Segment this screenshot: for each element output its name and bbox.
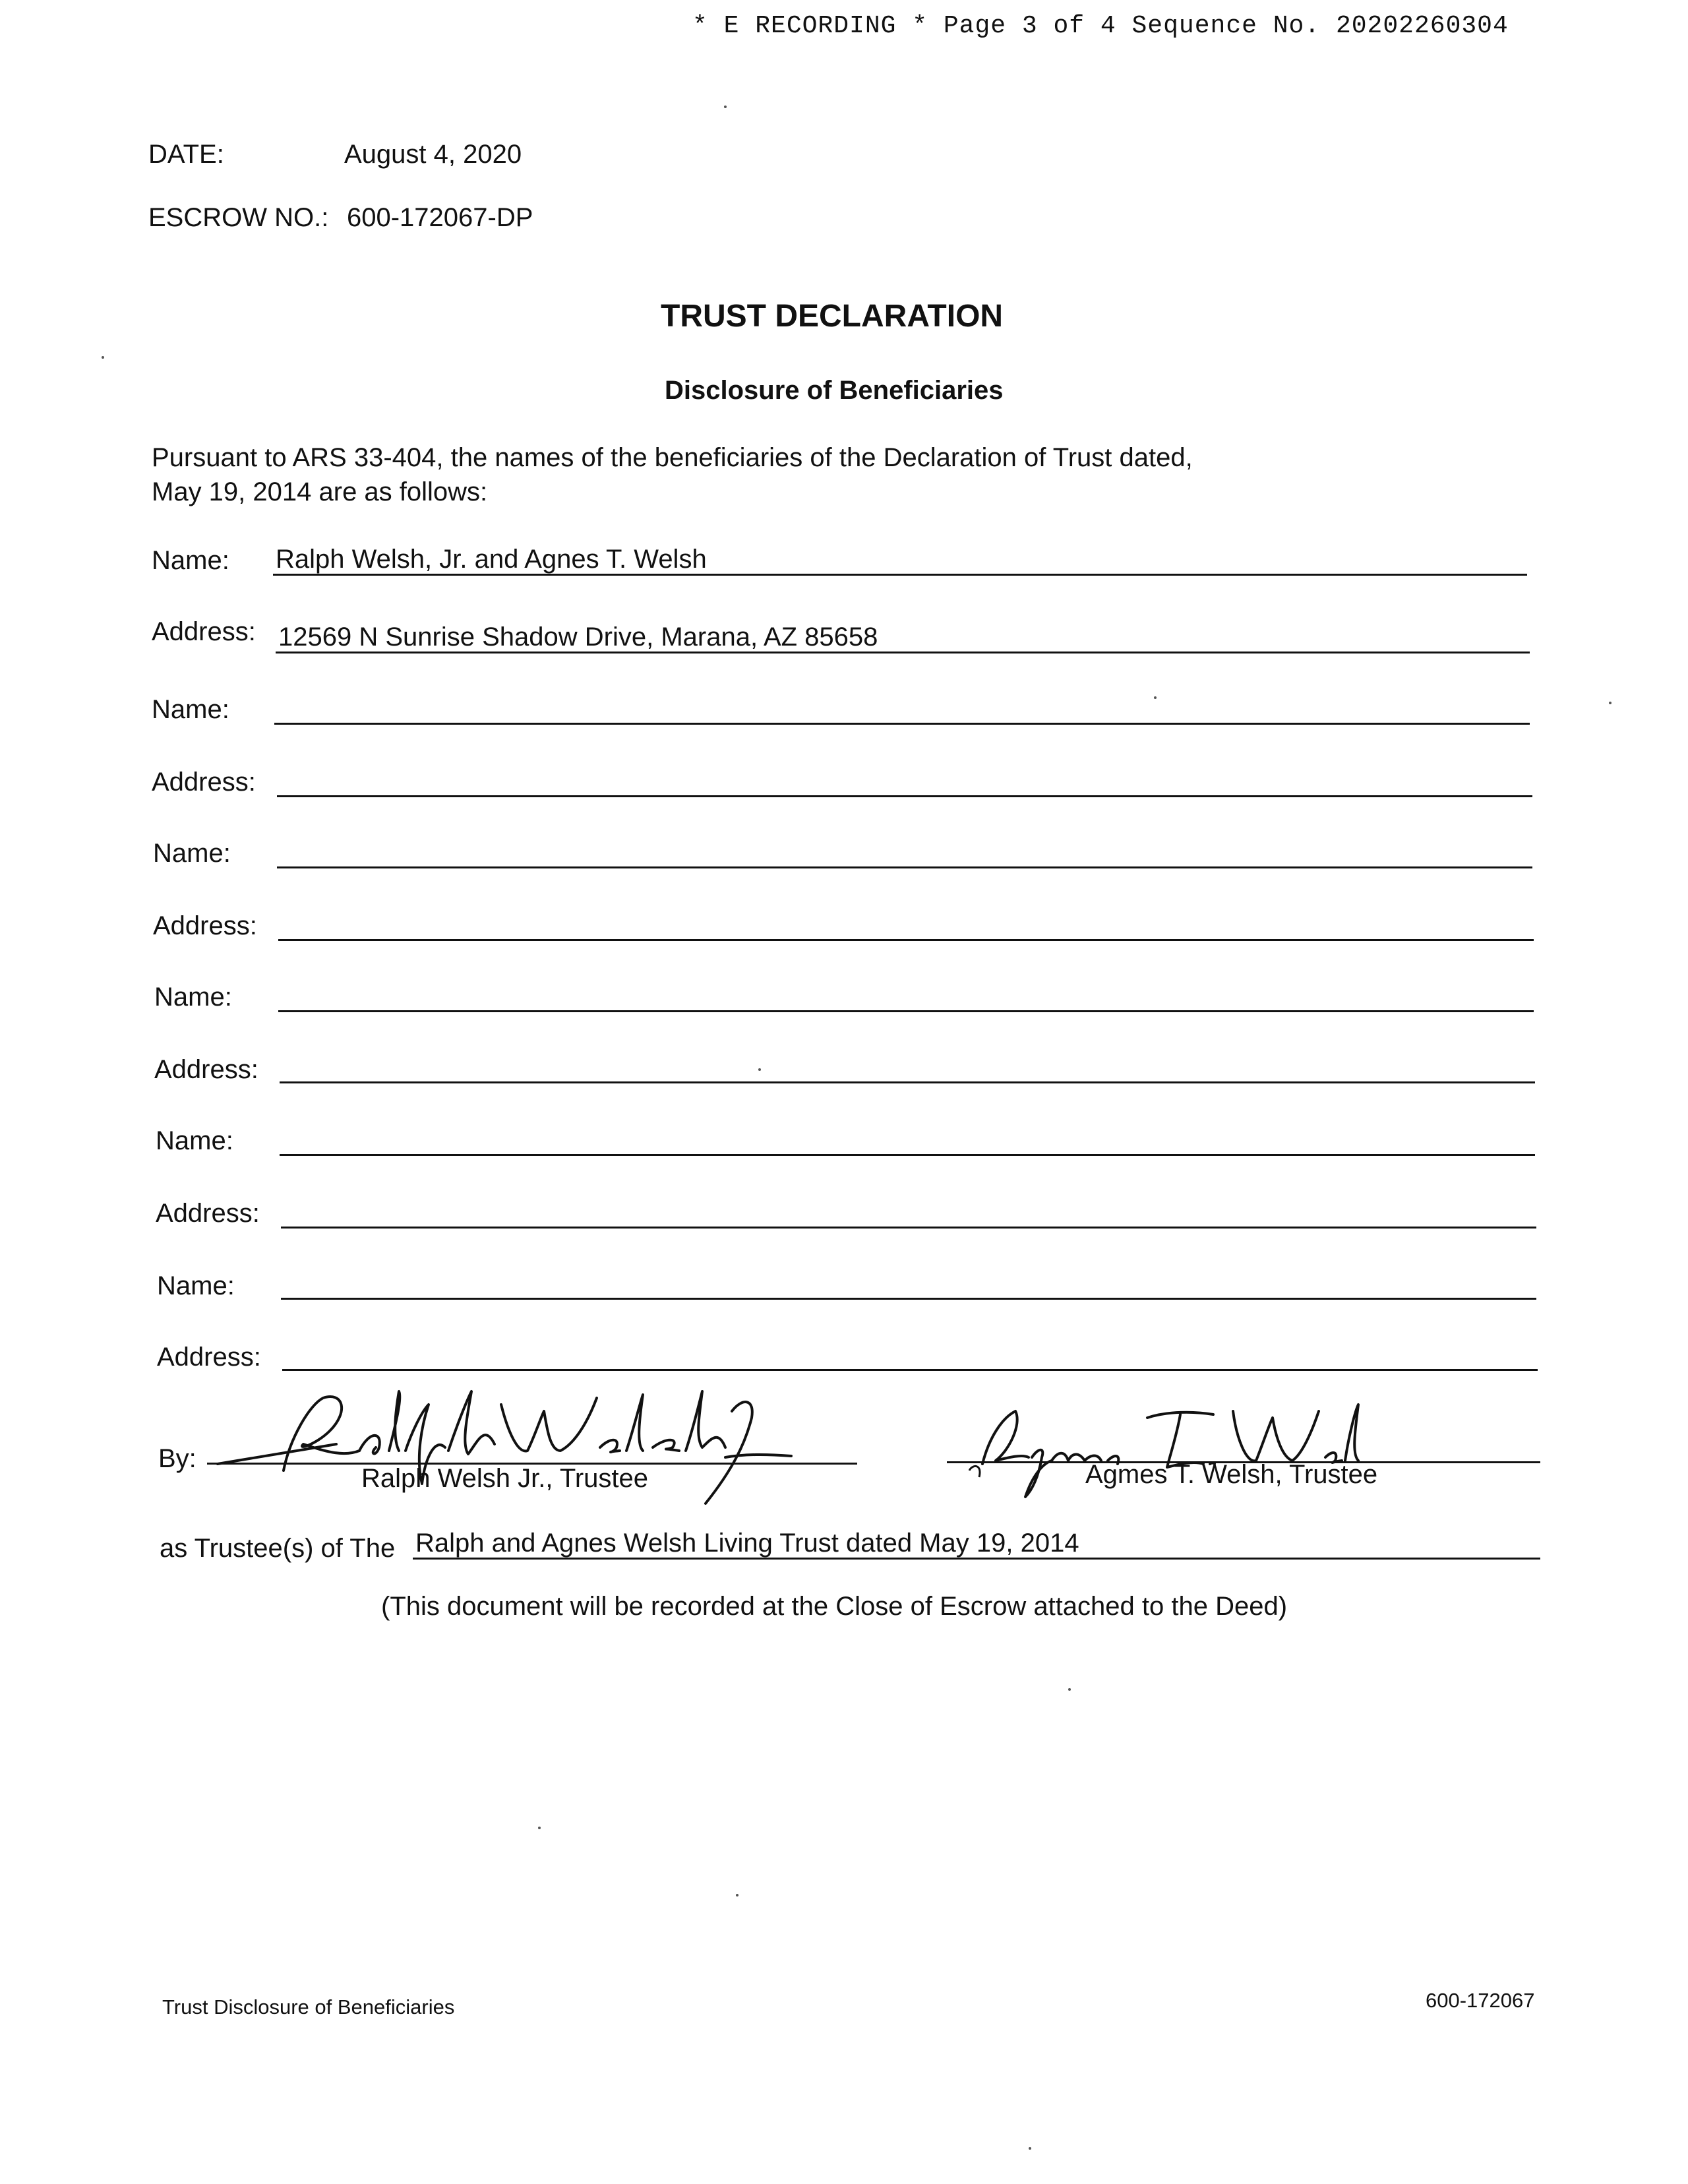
field-label-address-6: Address: <box>157 1343 261 1372</box>
field-label-name-2: Name: <box>152 695 229 724</box>
field-line <box>278 939 1534 941</box>
field-line <box>274 723 1530 725</box>
scan-speck <box>1068 1688 1071 1691</box>
field-line <box>277 795 1532 797</box>
field-line <box>282 1369 1538 1371</box>
scan-speck <box>102 356 104 359</box>
field-value-name-1[interactable]: Ralph Welsh, Jr. and Agnes T. Welsh <box>276 545 707 574</box>
field-label-address-1: Address: <box>152 617 256 646</box>
field-label-address-5: Address: <box>156 1199 260 1228</box>
field-line <box>277 866 1532 868</box>
scan-speck <box>724 106 727 108</box>
field-label-address-4: Address: <box>154 1055 258 1084</box>
document-subtitle: Disclosure of Beneficiaries <box>665 376 1004 405</box>
trustee1-caption: Ralph Welsh Jr., Trustee <box>361 1464 648 1493</box>
recording-note: (This document will be recorded at the Close of Escrow attached to the Deed) <box>381 1592 1288 1621</box>
escrow-label: ESCROW NO.: <box>148 203 329 232</box>
recording-header: * E RECORDING * Page 3 of 4 Sequence No. 20202260304 <box>692 12 1509 40</box>
escrow-value: 600-172067-DP <box>347 203 533 232</box>
scan-speck <box>1029 2147 1031 2150</box>
scan-speck <box>736 1894 738 1896</box>
trustee2-caption: Agmes T. Welsh, Trustee <box>1085 1460 1378 1489</box>
intro-line-1: Pursuant to ARS 33-404, the names of the beneficiaries of the Declaration of Trust dated, <box>152 443 1193 472</box>
date-label: DATE: <box>148 140 224 169</box>
document-title: TRUST DECLARATION <box>661 299 1004 334</box>
intro-line-2: May 19, 2014 are as follows: <box>152 477 488 506</box>
trust-line-label: as Trustee(s) of The <box>160 1534 396 1563</box>
signature-ralph-welsh <box>218 1385 864 1523</box>
footer-right: 600-172067 <box>1426 1989 1535 2012</box>
field-label-address-2: Address: <box>152 768 256 797</box>
field-label-name-6: Name: <box>157 1271 235 1300</box>
field-label-name-4: Name: <box>154 983 232 1012</box>
field-line <box>280 1081 1535 1083</box>
field-line <box>281 1227 1536 1228</box>
field-label-name-1: Name: <box>152 546 229 575</box>
by-label: By: <box>158 1444 196 1473</box>
field-line <box>280 1154 1535 1156</box>
date-value: August 4, 2020 <box>344 140 522 169</box>
scan-speck <box>538 1827 541 1829</box>
scan-speck <box>1154 696 1157 699</box>
field-label-address-3: Address: <box>153 911 257 940</box>
field-line <box>273 574 1527 576</box>
trust-line-underline <box>413 1558 1540 1560</box>
field-label-name-5: Name: <box>156 1126 233 1155</box>
field-line <box>276 652 1530 653</box>
field-value-address-1[interactable]: 12569 N Sunrise Shadow Drive, Marana, AZ 85658 <box>278 622 878 652</box>
scan-speck <box>1609 702 1612 704</box>
footer-left: Trust Disclosure of Beneficiaries <box>162 1995 455 2018</box>
field-line <box>278 1010 1534 1012</box>
scan-speck <box>758 1068 761 1071</box>
field-line <box>281 1298 1536 1300</box>
field-label-name-3: Name: <box>153 839 231 868</box>
trust-line-value[interactable]: Ralph and Agnes Welsh Living Trust dated May 19, 2014 <box>415 1529 1079 1558</box>
